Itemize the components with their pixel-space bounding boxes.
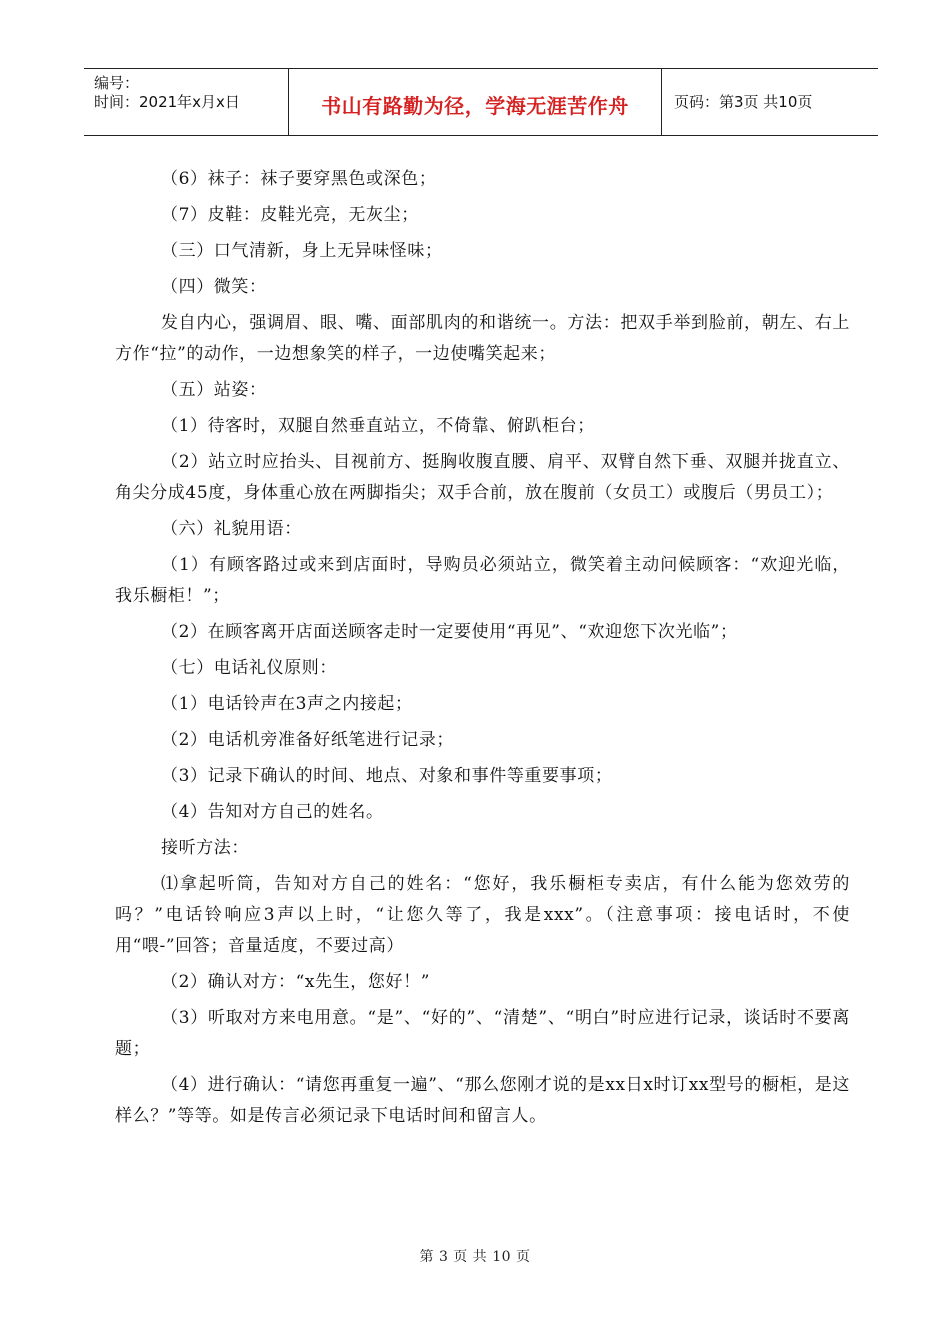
paragraph: （1）待客时，双腿自然垂直站立，不倚靠、俯趴柜台； [161,416,595,436]
paragraph: （3）记录下确认的时间、地点、对象和事件等重要事项； [161,766,613,786]
paragraph: （四）微笑： [161,277,267,297]
paragraph: （2）站立时应抬头、目视前方、挺胸收腹直腰、肩平、双臂自然下垂、双腿并拢直立、角尖分成45度，身体重心放在两脚指尖；双手合前，放在腹前（女员工）或腹后（男员工）； [115,452,850,503]
header-left-cell [84,69,288,135]
header-motto: 书山有路勤为径，学海无涯苦作舟 [321,94,629,118]
paragraph: （6）袜子：袜子要穿黑色或深色； [161,169,437,189]
page-footer: 第 3 页 共 10 页 [419,1249,531,1265]
paragraph: （2）确认对方：“x先生，您好！” [161,972,430,992]
document-body [115,164,850,1137]
paragraph: （4）告知对方自己的姓名。 [161,802,384,822]
paragraph: （1）有顾客路过或来到店面时，导购员必须站立，微笑着主动问候顾客：“欢迎光临，我乐橱柜！”； [115,555,850,606]
paragraph: （3）听取对方来电用意。“是”、“好的”、“清楚”、“明白”时应进行记录，谈话时不要离题； [115,1008,850,1059]
paragraph: （六）礼貌用语： [161,519,302,539]
paragraph: （五）站姿： [161,380,267,400]
paragraph: （2）在顾客离开店面送顾客走时一定要使用“再见”、“欢迎您下次光临”； [161,622,738,642]
page-header [84,68,878,136]
paragraph: （七）电话礼仪原则： [161,658,337,678]
header-page-label: 页码：第3页 共10页 [674,93,813,111]
header-middle-cell [288,69,662,135]
paragraph: 发自内心，强调眉、眼、嘴、面部肌肉的和谐统一。方法：把双手举到脸前，朝左、右上方作“拉”的动作，一边想象笑的样子，一边使嘴笑起来； [115,313,850,364]
paragraph: ⑴拿起听筒，告知对方自己的姓名：“您好，我乐橱柜专卖店，有什么能为您效劳的吗？”电话铃响应3声以上时，“让您久等了，我是xxx”。（注意事项：接电话时，不使用“喂-”回答；音量适度，不要过高） [115,874,850,956]
paragraph: （4）进行确认：“请您再重复一遍”、“那么您刚才说的是xx日x时订xx型号的橱柜，是这样么？”等等。如是传言必须记录下电话时间和留言人。 [115,1075,850,1126]
paragraph: 接听方法： [161,838,249,858]
paragraph: （2）电话机旁准备好纸笔进行记录； [161,730,455,750]
paragraph: （三）口气清新，身上无异味怪味； [161,241,443,261]
paragraph: （7）皮鞋：皮鞋光亮，无灰尘； [161,205,419,225]
paragraph: （1）电话铃声在3声之内接起； [161,694,413,714]
header-right-cell [662,69,878,135]
document-number-label: 编号： [94,74,140,92]
document-time-label: 时间：2021年x月x日 [94,93,240,111]
